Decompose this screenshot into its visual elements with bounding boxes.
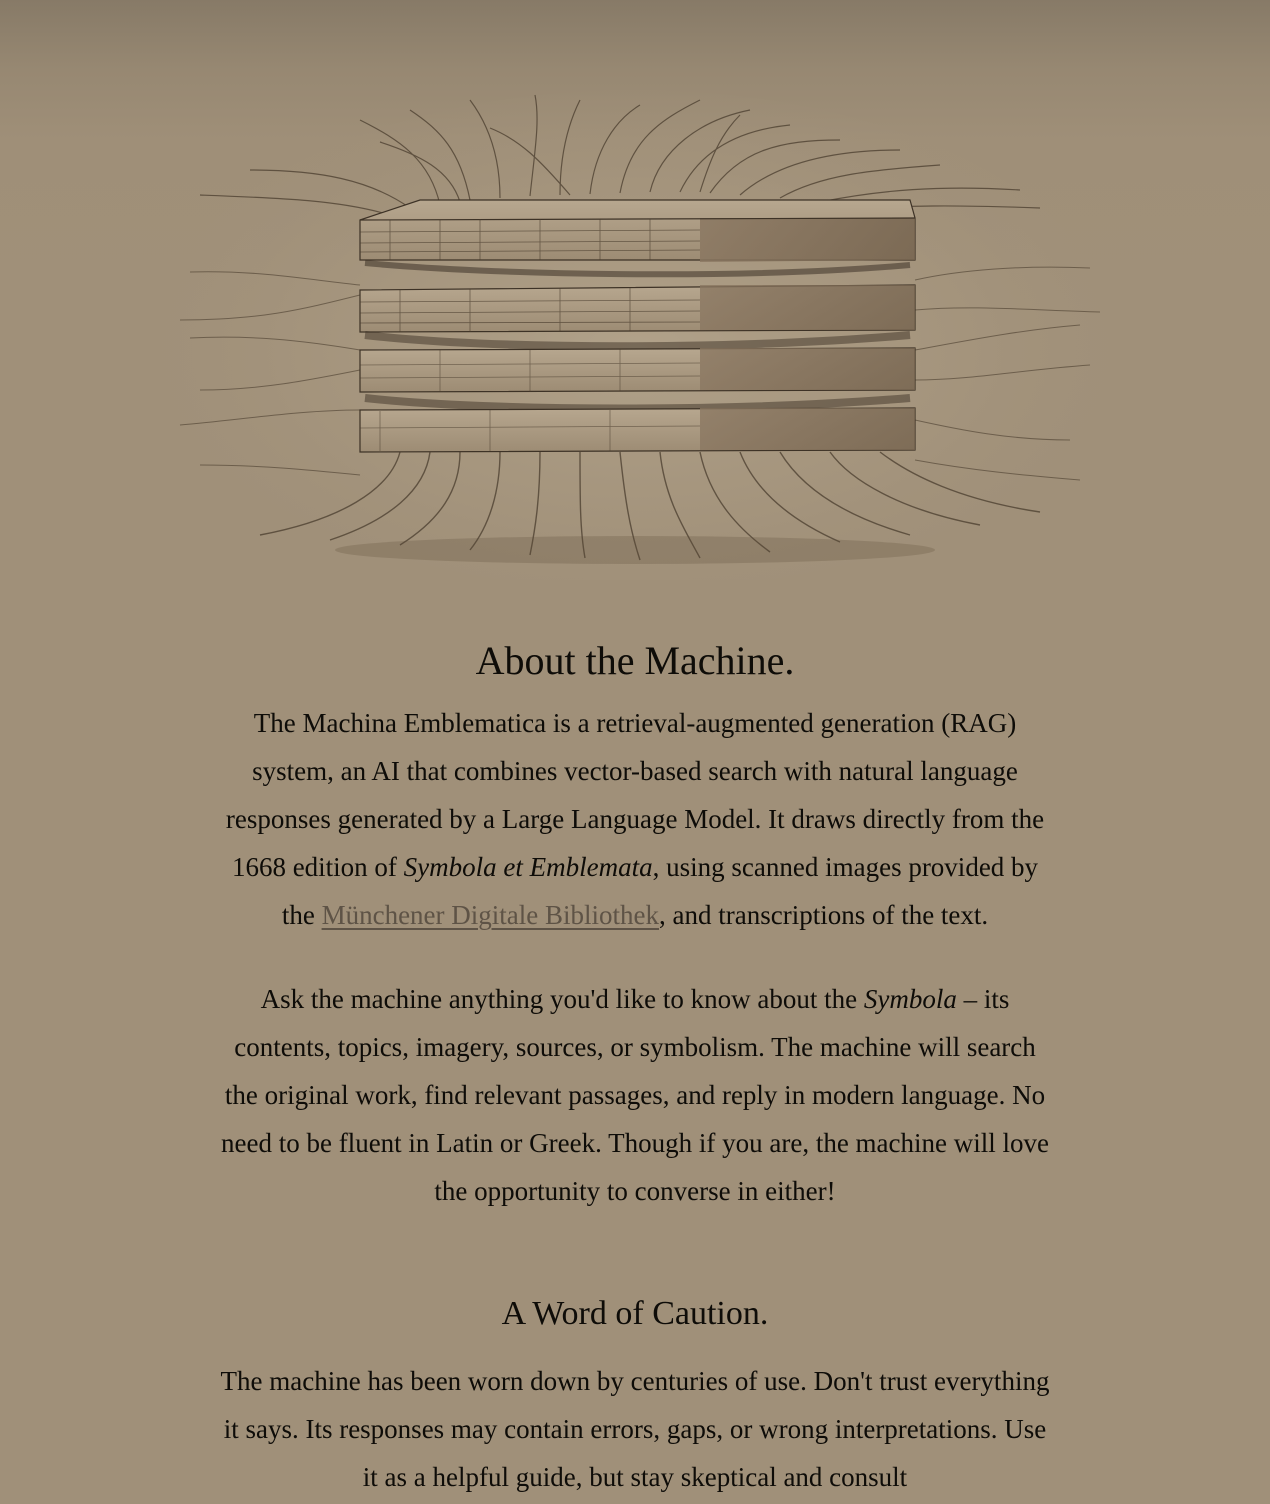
machine-slabs xyxy=(360,200,915,452)
caution-paragraph: The machine has been worn down by centuries of use. Don't trust everything it says. Its responses may contain errors, gaps, or wrong interpretations. Use it as a helpful guide, but stay skeptical and consult xyxy=(220,1366,1050,1492)
about-paragraph-2: Ask the machine anything you'd like to know about the Symbola – its contents, topics, imagery, sources, or symbolism. The machine will search the original work, find relevant passages, and reply in modern language. No need to be fluent in Latin or Greek. Though if you are, the machine will love the opportunity to converse in either! xyxy=(221,984,1049,1206)
hero-illustration xyxy=(0,0,1270,600)
caution-heading: A Word of Caution. xyxy=(501,1295,769,1332)
about-heading: About the Machine. xyxy=(475,638,795,683)
about-section xyxy=(220,637,1050,1215)
mdb-link[interactable]: Münchener Digitale Bibliothek xyxy=(321,900,659,930)
machine-illustration xyxy=(140,80,1130,580)
symbola-title: Symbola xyxy=(863,984,957,1014)
about-paragraph-1: The Machina Emblematica is a retrieval-augmented generation (RAG) system, an AI that combines vector-based search with natural language responses generated by a Large Language Model. It draws directly from the 1668 edition of Symbola et Emblemata, using scanned images provided by the Münchener Digitale Bibliothek, and transcriptions of the text. xyxy=(225,708,1045,930)
caution-section xyxy=(220,1293,1050,1501)
book-title: Symbola et Emblemata xyxy=(403,852,653,882)
main-content xyxy=(220,637,1050,1501)
